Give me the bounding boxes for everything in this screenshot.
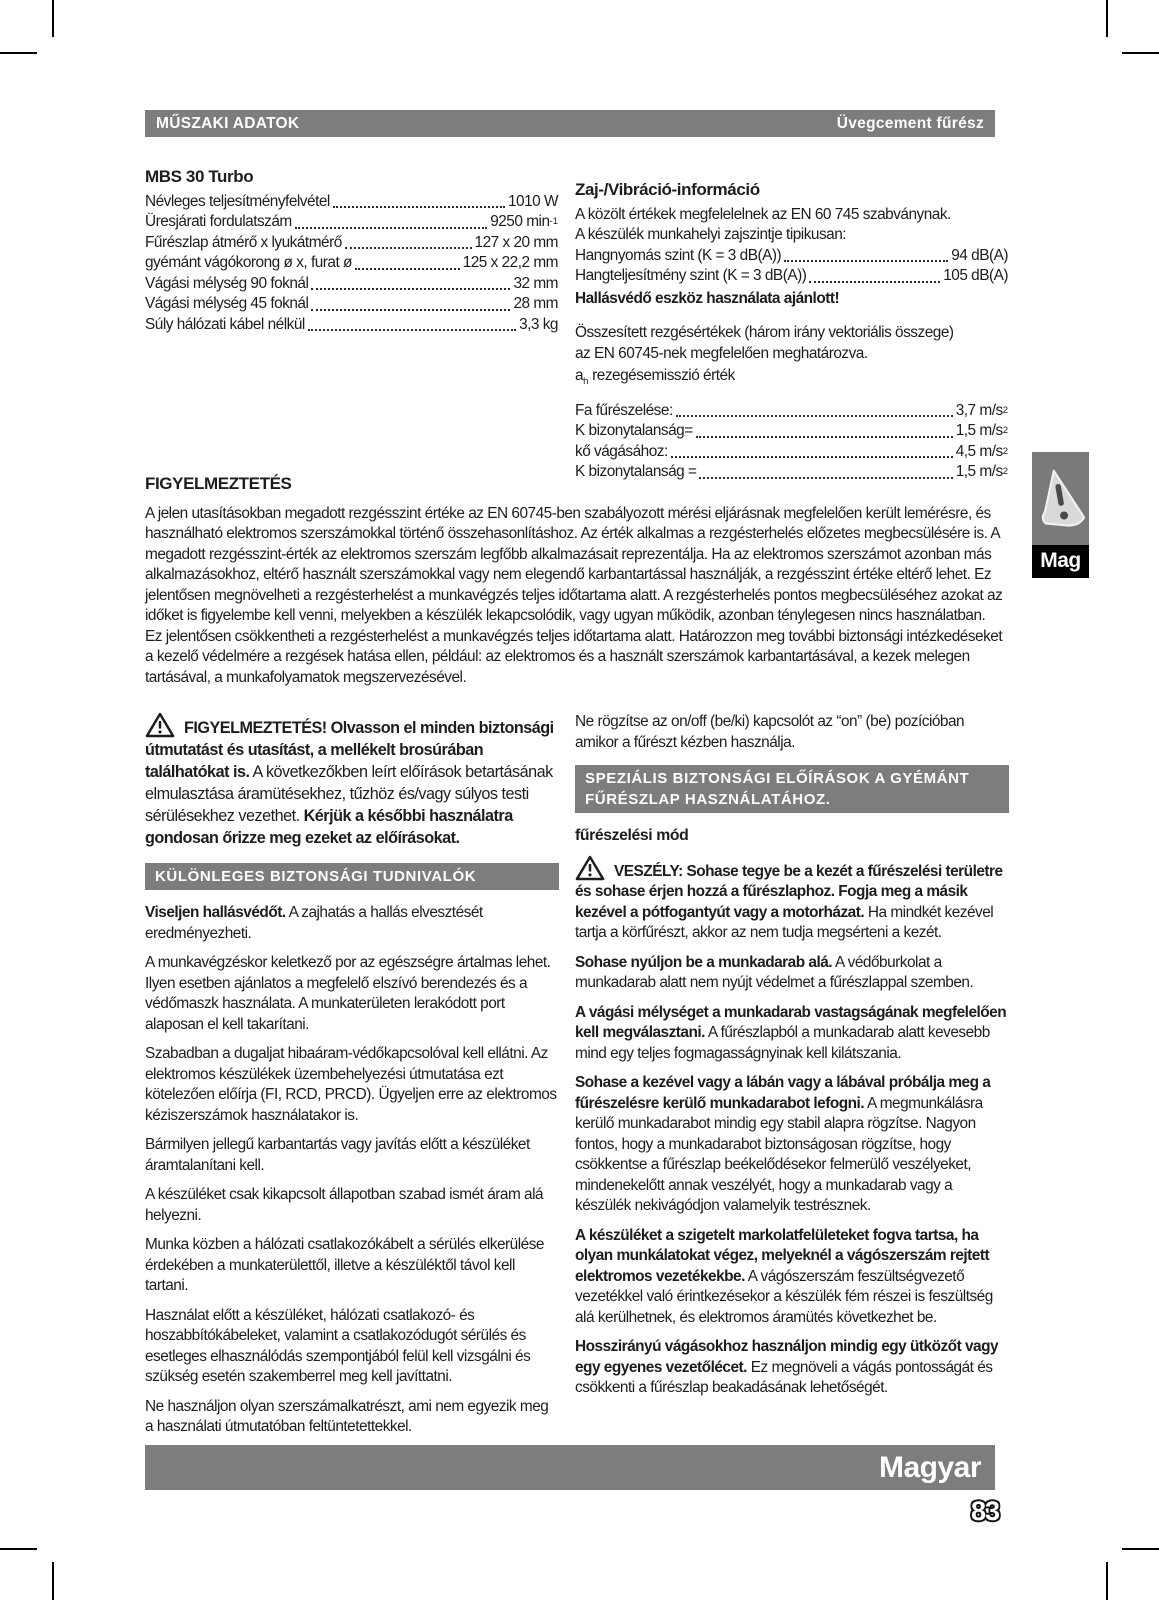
language-tab-label: Mag	[1032, 545, 1089, 578]
noise-vibration-section	[575, 180, 1008, 483]
paragraph-text: Ha mindkét kezével tartja a körfűrészt, akkor az nem tudja megsérteni a kezét.	[575, 903, 994, 941]
noise-row	[575, 266, 1008, 287]
spec-label: Vágási mélység 45 foknál	[145, 295, 309, 312]
safety-column-right	[575, 712, 1009, 1408]
safety-paragraph	[575, 1337, 1009, 1399]
vibration-value-sup: 2	[1002, 445, 1008, 457]
crop-mark	[0, 1548, 37, 1550]
dot-leader	[676, 415, 953, 417]
vibration-value: 1,5 m/s	[955, 422, 1003, 440]
spec-value: 3,3 kg	[519, 315, 558, 333]
noise-intro-line: A készülék munkahelyi zajszintje tipikusan:	[575, 226, 847, 243]
alert-bold-lead: FIGYELMEZTETÉS! Olvasson el minden biztonsági útmutatást és utasítást, a mellékelt brosúrában találhatókat is.	[145, 719, 554, 781]
paragraph-text: Szabadban a dugaljat hibaáram-védőkapcsolóval kell ellátni. Az elektromos készülékek üzembehelyezési útmutatása ezt kötelezően előírja (FI, RCD, PRCD). Ügyeljen erre az elektromos kéziszerszámok használatakor is.	[145, 1045, 557, 1124]
vibration-row	[575, 401, 1008, 422]
paragraph-bold-lead: Sohase nyúljon be a munkadarab alá.	[575, 953, 833, 971]
paragraph-bold-lead: Viseljen hallásvédőt.	[145, 904, 286, 921]
paragraph-bold-lead: A vágási mélységet a munkadarab vastagságának megfelelően kell megválasztani.	[575, 1003, 1007, 1041]
model-title: MBS 30 Turbo	[145, 167, 254, 186]
noise-value: 94 dB(A)	[951, 246, 1008, 264]
spec-row	[145, 192, 558, 213]
spec-value: 9250 min	[490, 213, 550, 230]
vibration-label: K bizonytalanság=	[575, 422, 693, 440]
noise-intro-line: A közölt értékek megfelelelnek az EN 60 745 szabványnak.	[575, 205, 951, 223]
crop-mark	[1106, 1562, 1108, 1600]
spec-row	[145, 253, 558, 274]
safety-paragraph	[575, 1073, 1009, 1217]
alert-bold-tail: Kérjük a későbbi használatra gondosan őrizze meg ezeket az előírásokat.	[145, 807, 513, 847]
switch-lock-paragraph: Ne rögzítse az on/off (be/ki) kapcsolót az “on” (be) pozícióban amikor a fűrészt kézben használja.	[575, 713, 965, 751]
paragraph-bold-lead: Hosszirányú vágásokhoz használjon mindig egy ütközőt vagy egy egyenes vezetőlécet.	[575, 1338, 999, 1376]
safety-paragraph	[145, 903, 559, 944]
safety-paragraph	[145, 1306, 559, 1388]
dot-leader	[311, 309, 510, 311]
dot-leader	[355, 268, 460, 270]
noise-value: 105 dB(A)	[943, 267, 1008, 284]
paragraph-bold-lead: VESZÉLY: Sohase tegye be a kezét a fűrészelési területre és sohase érjen hozzá a fűrészlaphoz. Fogja meg a másik kezével a pótfogantyút vagy a motorházat.	[575, 862, 1003, 921]
spec-label: Vágási mélység 90 foknál	[145, 274, 309, 292]
paragraph-text: A munkavégzéskor keletkező por az egészségre ártalmas lehet. Ilyen esetben ajánlatos a megfelelő elszívó berendezés és a védőmaszk használata. A munkaterületen lerakódott port alaposan el kell takarítani.	[145, 954, 551, 1033]
paragraph-text: Ne használjon olyan szerszámalkatrészt, ami nem egyezik meg a használati útmutatóban feltüntetettekkel.	[145, 1397, 549, 1435]
danger-paragraph	[575, 855, 1009, 944]
dot-leader	[809, 281, 940, 283]
paragraph-text: A vágószerszám feszültségvezető vezetékkel való érintkezésekor a készülék fém részei is feszültség alá kerülhetnek, és elektromos áramütés következhet be.	[575, 1267, 993, 1326]
paragraph-bold-lead: A készüléket a szigetelt markolatfelületeket fogva tartsa, ha olyan munkálatokat végez, melyeknél a vágószerszám rejtett elektromos vezetékekbe.	[575, 1226, 990, 1285]
footer-language-bar	[145, 1445, 995, 1490]
spec-row	[145, 315, 558, 336]
crop-mark	[1122, 1548, 1159, 1550]
spec-value: 32 mm	[513, 274, 558, 292]
safety-paragraph	[145, 1235, 559, 1297]
paragraph-text: A fűrészlapból a munkadarab alatt kevesebb mind egy teljes fogmagasságnyinak kell kilátszania.	[575, 1024, 990, 1062]
paragraph-text: A védőburkolat a munkadarab alatt nem nyújt védelmet a fűrészlappal szemben.	[575, 953, 974, 991]
warning-triangle-icon	[145, 712, 175, 738]
paragraph-bold-lead: Sohase a kezével vagy a lábán vagy a lábával próbálja meg a fűrészelésre kerülő munkadarabot lefogni.	[575, 1074, 991, 1112]
spec-label: gyémánt vágókorong ø x, furat ø	[145, 254, 352, 271]
vibration-row	[575, 442, 1008, 463]
language-tab	[1032, 452, 1089, 578]
crop-mark	[1122, 52, 1159, 54]
vibration-value-sup: 2	[1002, 425, 1008, 437]
vibration-value: 1,5 m/s	[955, 463, 1003, 481]
vibration-intro-line: Összesített rezgésértékek (három irány vektoriális összege)	[575, 324, 954, 341]
paragraph-text: A készüléket csak kikapcsolt állapotban szabad ismét áram alá helyezni.	[145, 1186, 544, 1224]
vibration-value-sup: 2	[1002, 466, 1008, 478]
spec-row	[145, 274, 558, 295]
crop-mark	[52, 0, 54, 37]
dot-leader	[295, 227, 487, 229]
spec-value-sup: -1	[549, 216, 558, 227]
noise-title: Zaj-/Vibráció-információ	[575, 180, 760, 199]
vibration-value: 3,7 m/s	[955, 401, 1003, 419]
safety-paragraph	[575, 953, 1009, 994]
dot-leader	[671, 456, 953, 458]
dot-leader	[345, 247, 472, 249]
vibration-intro-line: az EN 60745-nek megfelelően meghatározva.	[575, 344, 868, 362]
page-number: 83	[970, 1496, 999, 1526]
safety-paragraph	[145, 953, 559, 1035]
vibration-label: kő vágásához:	[575, 442, 668, 460]
spec-row	[145, 294, 558, 315]
spec-value: 125 x 22,2 mm	[462, 254, 558, 271]
spec-label: Üresjárati fordulatszám	[145, 213, 292, 230]
dot-leader	[784, 260, 948, 262]
paragraph-text: Ez megnöveli a vágás pontosságát és csökkenti a fűrészlap beakadásának lehetőségét.	[575, 1358, 993, 1396]
footer-language-label: Magyar	[878, 1450, 981, 1484]
noise-row	[575, 246, 1008, 267]
paragraph-text: A megmunkálásra kerülő munkadarabot mindig egy stabil alapra rögzítse. Nagyon fontos, hogy a munkadarabot biztonságosan rögzítse, hogy csökkentse a fűrészlap beékelődésekor felmerülő veszélyeket, mindenekelőtt annak veszélyét, hogy a munkadarab vagy a készülék nekivágódjon valamelyik testrésznek.	[575, 1094, 983, 1214]
spec-row	[145, 212, 558, 233]
paragraph-text: Bármilyen jellegű karbantartás vagy javítás előtt a készüléket áramtalanítani kell.	[145, 1136, 530, 1174]
header-bar	[145, 110, 995, 137]
warning-triangle-icon	[575, 855, 605, 881]
section-heading-bar	[145, 863, 559, 890]
safety-column-left	[145, 712, 559, 1447]
vibration-emission-line	[575, 366, 1008, 393]
dot-leader	[696, 436, 953, 438]
safety-paragraph	[145, 1044, 559, 1126]
noise-label: Hangnyomás szint (K = 3 dB(A))	[575, 246, 782, 264]
spec-label: Névleges teljesítményfelvétel	[145, 192, 330, 210]
spec-value: 1010 W	[507, 192, 558, 210]
paragraph-text: A zajhatás a hallás elvesztését eredményezheti.	[145, 904, 483, 942]
section-heading-label: SPEZIÁLIS BIZTONSÁGI ELŐÍRÁSOK A GYÉMÁNT FŰRÉSZLAP HASZNÁLATÁHOZ.	[585, 770, 970, 808]
safety-paragraph	[575, 1226, 1009, 1329]
vibration-row	[575, 421, 1008, 442]
general-warning-paragraph	[145, 712, 559, 849]
vibration-label: Fa fűrészelése:	[575, 401, 673, 419]
alert-badge-icon	[1035, 460, 1086, 540]
sawing-mode-subheading: fűrészelési mód	[575, 827, 689, 844]
vibration-warning-body: A jelen utasításokban megadott rezgésszint értéke az EN 60745-ben szabályozott mérési eljárásnak megfelelően került lemérésre, és használható elektromos szerszámokkal történő összehasonlításhoz. Az érték alkalmas a rezgésterhelés előzetes megbecsülésére is. A megadott rezgésszint-érték az elektromos szerszám legfőbb alkalmazásait reprezentálja. Ha az elektromos szerszámot azonban más alkalmazásokhoz, eltérő használt szerszámokkal vagy nem elegendő karbantartással használják, a rezgésszint értéke eltérő lehet. Ez jelentősen megnövelheti a rezgésterhelést a munkavégzés teljes időtartama alatt. A rezgésterhelés pontos megbecsüléséhez azokat az időket is figyelembe kell venni, melyekben a készülék lekapcsolódik, vagy ugyan működik, azonban ténylegesen nincs használatban. Ez jelentősen csökkentheti a rezgésterhelést a munkavégzés teljes időtartama alatt. Határozzon meg további biztonsági intézkedéseket a kezelő védelmére a rezgések hatása ellen, például: az elektromos és a használt szerszámok karbantartásával, a kezek melegen tartásával, a munkafolyamatok megszervezésével.	[145, 504, 1003, 686]
hearing-protection-note: Hallásvédő eszköz használata ajánlott!	[575, 289, 840, 307]
spec-value: 28 mm	[513, 295, 558, 312]
paragraph-text: Használat előtt a készüléket, hálózati csatlakozó- és hoszabbítókábeleket, valamint a csatlakozódugót sérülés és esetleges elhasználódás szempontjából felül kell vizsgálni és szükség esetén szakemberrel meg kell javíttatni.	[145, 1306, 531, 1385]
header-section-title: MŰSZAKI ADATOK	[156, 114, 300, 132]
dot-leader	[308, 329, 516, 331]
dot-leader	[333, 206, 505, 208]
header-product-name: Üvegcement fűrész	[836, 114, 984, 132]
safety-paragraph	[145, 1185, 559, 1226]
technical-data-section	[145, 167, 558, 335]
vibration-label: K bizonytalanság =	[575, 463, 697, 481]
spec-label: Fűrészlap átmérő x lyukátmérő	[145, 233, 342, 251]
crop-mark	[0, 52, 37, 54]
ah-subscript: h	[583, 376, 589, 388]
ah-symbol: a	[575, 367, 584, 384]
crop-mark	[52, 1562, 54, 1600]
safety-paragraph	[145, 1397, 559, 1438]
vibration-warning-title: FIGYELMEZTETÉS	[145, 474, 292, 493]
spec-value: 127 x 20 mm	[474, 233, 558, 251]
safety-paragraph	[575, 1003, 1009, 1065]
section-heading-bar	[575, 765, 1009, 813]
spec-label: Súly hálózati kábel nélkül	[145, 315, 305, 333]
dot-leader	[311, 288, 510, 290]
vibration-value: 4,5 m/s	[955, 442, 1003, 460]
alert-normal-text: A következőkben leírt előírások betartásának elmulasztása áramütésekhez, tűzhöz és/vagy súlyos testi sérülésekhez vezethet.	[145, 763, 553, 825]
paragraph-text: Munka közben a hálózati csatlakozókábelt a sérülés elkerülése érdekében a munkaterülettől, illetve a készüléktől távol kell tartani.	[145, 1236, 544, 1294]
spec-row	[145, 233, 558, 254]
crop-mark	[1106, 0, 1108, 37]
ah-text: rezegésemisszió érték	[588, 367, 735, 384]
safety-paragraph	[145, 1135, 559, 1176]
noise-label: Hangteljesítmény szint (K = 3 dB(A))	[575, 267, 807, 284]
vibration-value-sup: 2	[1002, 404, 1008, 416]
section-heading-label: KÜLÖNLEGES BIZTONSÁGI TUDNIVALÓK	[155, 868, 477, 885]
vibration-warning-block	[145, 474, 1003, 697]
